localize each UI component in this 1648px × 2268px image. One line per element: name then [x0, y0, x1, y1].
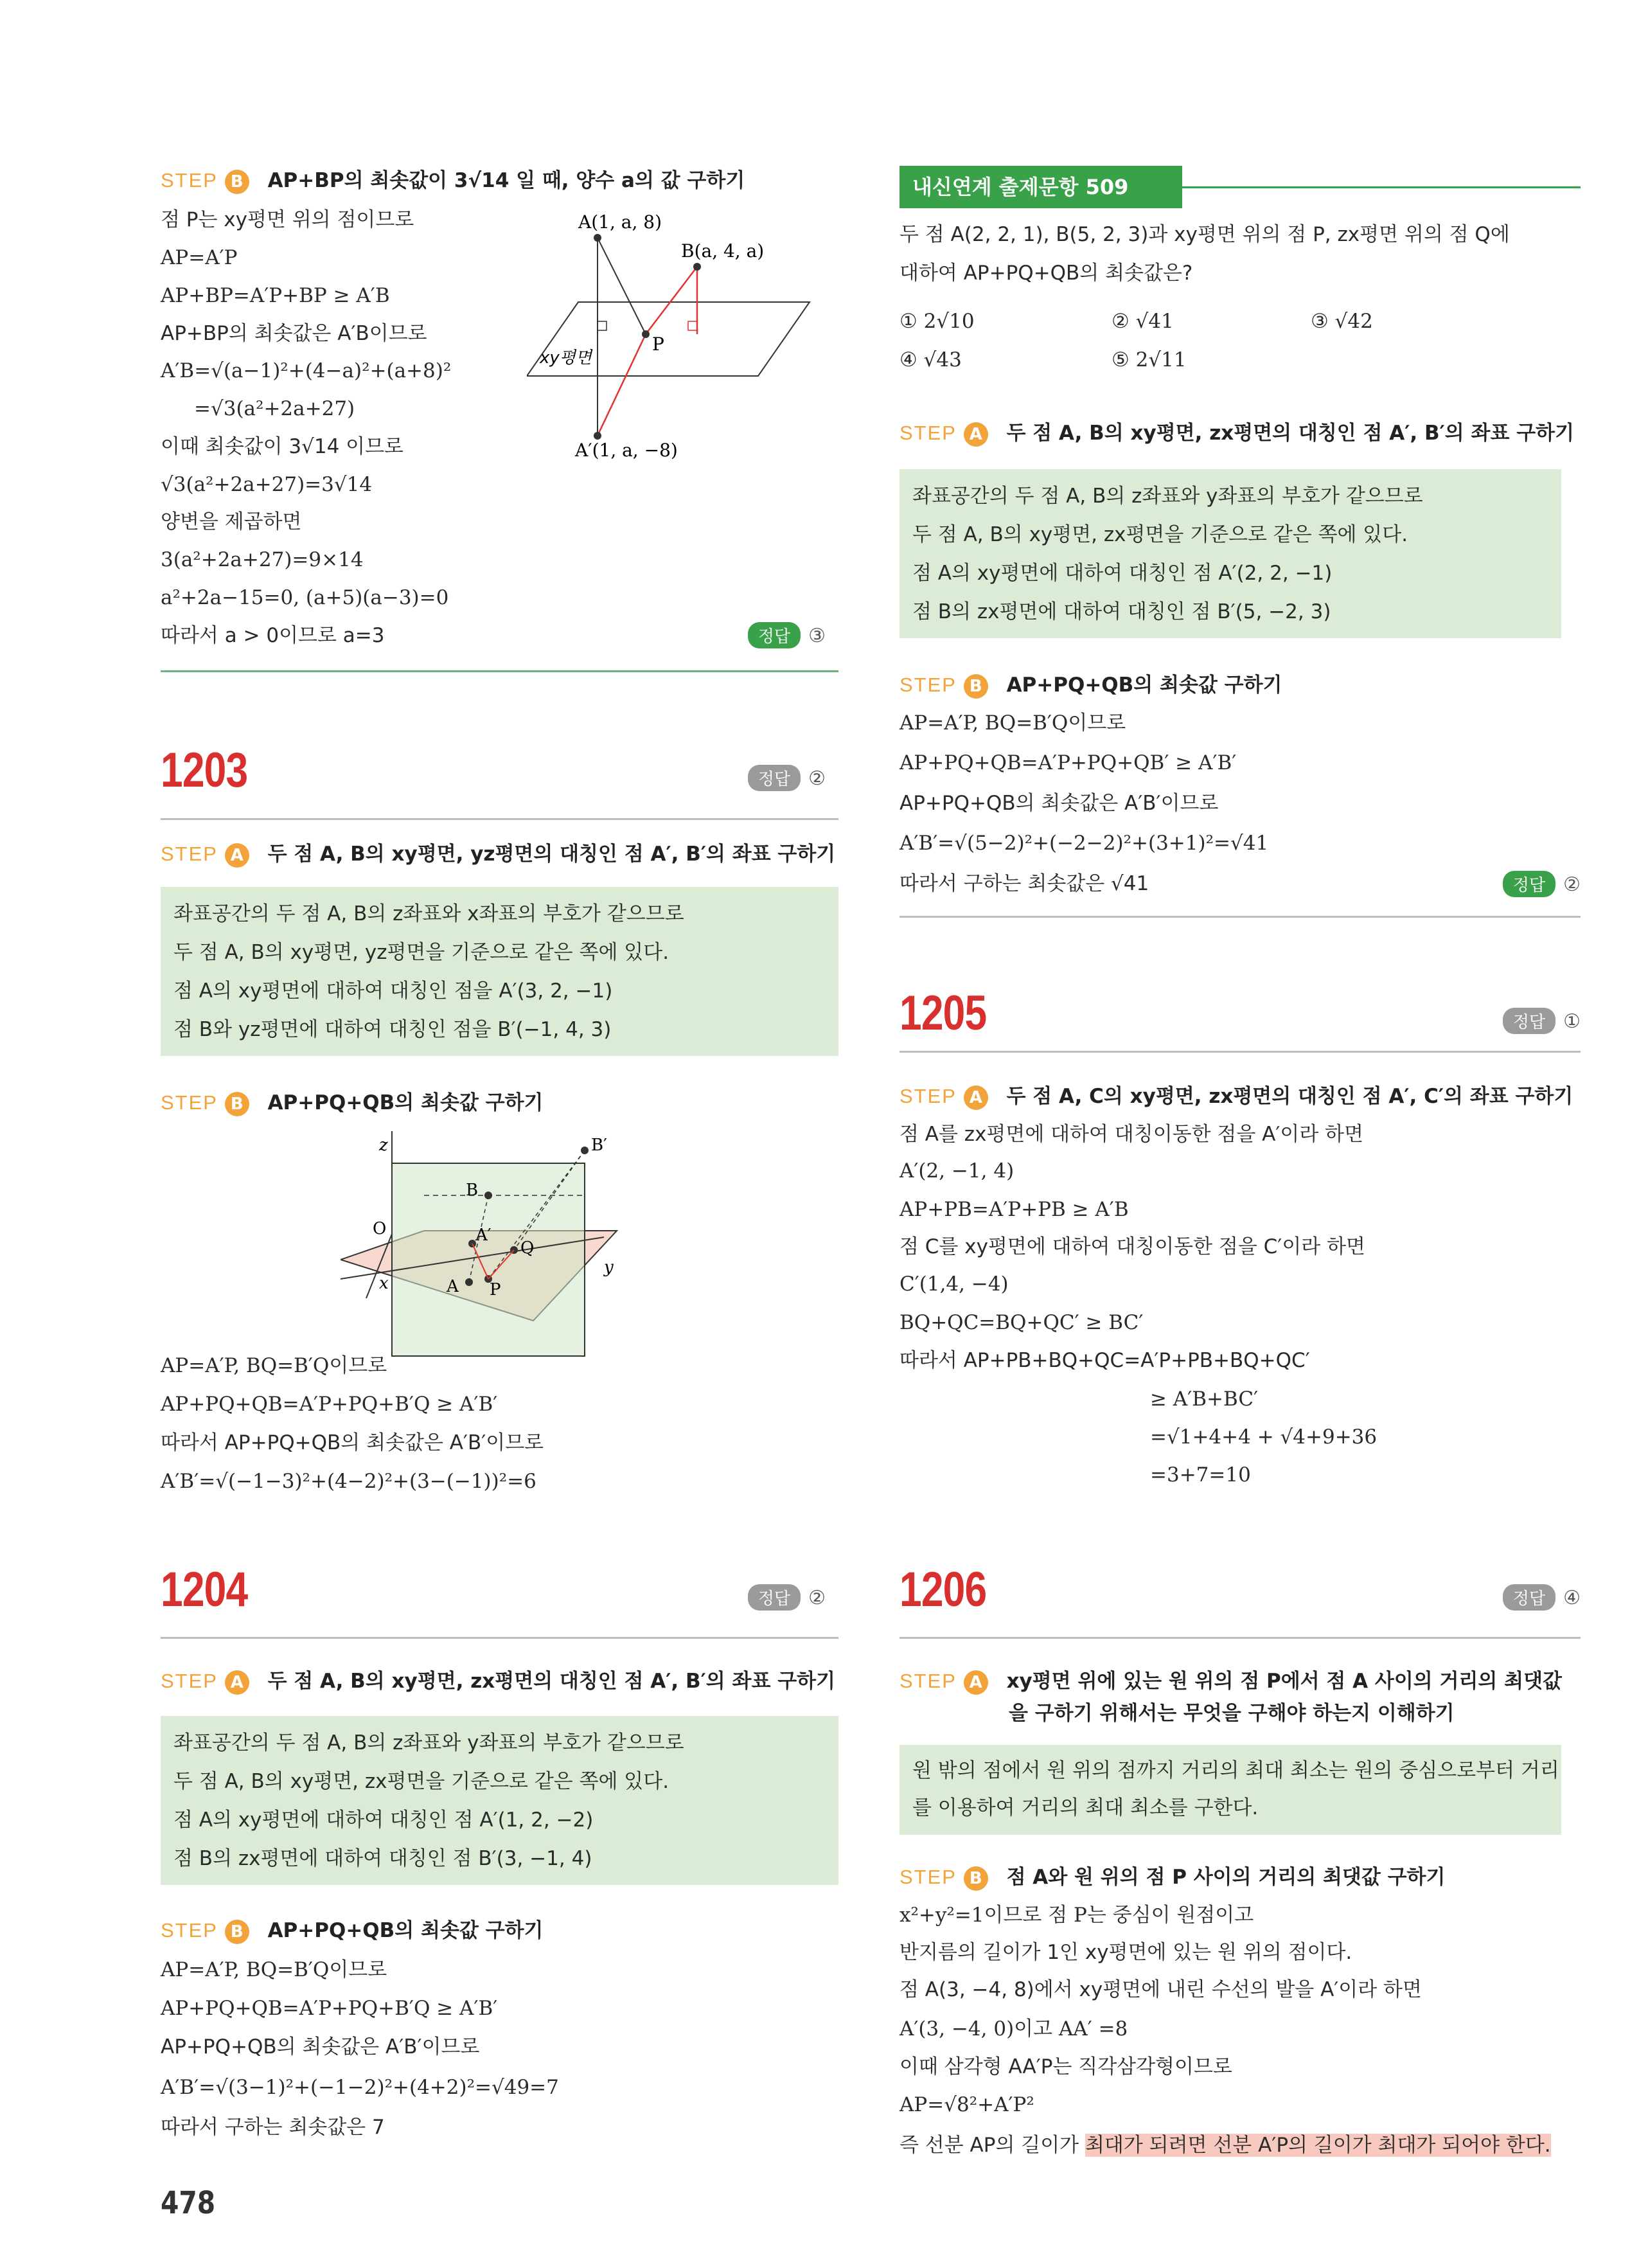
answer-marker [1503, 871, 1581, 897]
box-line: 원 밖의 점에서 원 위의 점까지 거리의 최대 최소는 원의 중심으로부터 거리 [912, 1759, 1559, 1782]
step-b-heading [899, 668, 1282, 699]
axis-x-label: x [379, 1274, 389, 1293]
point-p-label: P [652, 334, 664, 355]
step-letter-badge: B [225, 1920, 249, 1944]
step-tag: STEP [161, 1091, 218, 1114]
box-line: 점 A의 xy평면에 대하여 대칭인 점을 A′(3, 2, −1) [173, 979, 613, 1003]
solution-line: AP+PQ+QB의 최솟값은 A′B′이므로 [899, 792, 1219, 815]
point-a-prime-label: A′ [475, 1226, 492, 1245]
problem-number: 1205 [899, 986, 987, 1040]
solution-line: 따라서 a > 0이므로 a=3 [161, 624, 385, 647]
step-letter-badge: A [964, 1670, 988, 1695]
step-a-heading [161, 837, 835, 868]
step-a-heading-cont [1009, 1697, 1455, 1726]
origin-label: O [373, 1219, 387, 1238]
step-title: AP+PQ+QB의 최솟값 구하기 [267, 1091, 544, 1114]
solution-line: A′B′=√(5−2)²+(−2−2)²+(3+1)²=√41 [899, 832, 1269, 855]
question-line: 대하여 AP+PQ+QB의 최솟값은? [899, 262, 1193, 285]
step-tag: STEP [161, 843, 218, 865]
solution-line: A′(3, −4, 0)이고 AA′ =8 [899, 2017, 1128, 2040]
solution-line: AP+BP의 최솟값은 A′B이므로 [161, 322, 427, 345]
choice-1: ① 2√10 [899, 310, 975, 333]
step-tag: STEP [161, 1670, 218, 1692]
step-title-cont: 을 구하기 위해서는 무엇을 구해야 하는지 이해하기 [1009, 1702, 1455, 1725]
solution-line: A′(2, −1, 4) [899, 1159, 1014, 1183]
solution-line: 3(a²+2a+27)=9×14 [161, 548, 364, 571]
solution-line: 따라서 구하는 최솟값은 √41 [899, 872, 1149, 895]
answer-value: ④ [1563, 1587, 1581, 1609]
step-tag: STEP [899, 1866, 957, 1888]
section-divider [899, 916, 1581, 918]
point-p-label: P [490, 1280, 501, 1299]
reflection-diagram-1 [527, 206, 835, 463]
solution-line: AP=A′P [161, 246, 238, 269]
solution-line: AP+PQ+QB=A′P+PQ+B′Q ≥ A′B′ [161, 1393, 498, 1416]
step-letter-badge: A [225, 843, 249, 868]
step-a-heading [899, 1665, 1562, 1695]
solution-line: 양변을 제곱하면 [161, 510, 302, 533]
problem-banner [899, 166, 1581, 211]
solution-line: =√1+4+4 + √4+9+36 [1150, 1425, 1378, 1449]
step-title: 두 점 A, B의 xy평면, yz평면의 대칭인 점 A′, B′의 좌표 구하기 [267, 843, 836, 866]
solution-line: x²+y²=1이므로 점 P는 중심이 원점이고 [899, 1904, 1254, 1927]
box-line: 점 A의 xy평면에 대하여 대칭인 점 A′(2, 2, −1) [912, 562, 1333, 585]
step-letter-badge: A [225, 1670, 249, 1695]
problem-number: 1204 [161, 1562, 248, 1617]
highlighted-text: 최대가 되려면 선분 A′P의 길이가 최대가 되어야 한다. [1085, 2134, 1551, 2157]
answer-badge: 정답 [748, 765, 801, 791]
step-tag: STEP [899, 1085, 957, 1107]
solution-line: 이때 최솟값이 3√14 이므로 [161, 435, 403, 458]
step-title: 두 점 A, C의 xy평면, zx평면의 대칭인 점 A′, C′의 좌표 구하기 [1006, 1085, 1573, 1108]
solution-line: =√3(a²+2a+27) [194, 397, 355, 420]
solution-line: 점 C를 xy평면에 대하여 대칭이동한 점을 C′이라 하면 [899, 1235, 1365, 1258]
box-line: 좌표공간의 두 점 A, B의 z좌표와 y좌표의 부호가 같으므로 [173, 1731, 684, 1755]
section-divider [161, 1637, 838, 1639]
solution-line: AP+BP=A′P+BP ≥ A′B [161, 284, 390, 307]
point-b-label: B(a, 4, a) [681, 240, 765, 262]
answer-marker [748, 765, 826, 791]
axis-z-label: z [379, 1136, 388, 1155]
choice-5: ⑤ 2√11 [1112, 348, 1187, 371]
solution-line: 따라서 AP+PQ+QB의 최솟값은 A′B′이므로 [161, 1431, 544, 1454]
solution-line: √3(a²+2a+27)=3√14 [161, 473, 373, 496]
step-letter-badge: A [964, 422, 988, 447]
banner-rule [1182, 186, 1581, 188]
solution-line: C′(1,4, −4) [899, 1272, 1009, 1296]
step-b-heading [161, 164, 745, 194]
answer-marker [748, 1584, 826, 1611]
step-letter-badge: B [225, 170, 249, 194]
choice-3: ③ √42 [1311, 310, 1373, 333]
question-line: 두 점 A(2, 2, 1), B(5, 2, 3)과 xy평면 위의 점 P, zx평면 위의 점 Q에 [899, 223, 1510, 246]
answer-value: ② [1563, 873, 1581, 896]
section-divider [899, 1051, 1581, 1053]
step-tag: STEP [899, 1670, 957, 1692]
summary-box [899, 1745, 1561, 1835]
point-b-label: B [466, 1181, 479, 1200]
answer-badge: 정답 [748, 622, 801, 648]
step-title: xy평면 위에 있는 원 위의 점 P에서 점 A 사이의 거리의 최댓값 [1006, 1670, 1563, 1693]
solution-line: 점 P는 xy평면 위의 점이므로 [161, 208, 414, 231]
box-line: 두 점 A, B의 xy평면, yz평면을 기준으로 같은 쪽에 있다. [173, 941, 669, 964]
step-title: AP+PQ+QB의 최솟값 구하기 [1006, 674, 1282, 697]
step-a-heading [899, 416, 1574, 447]
answer-marker [748, 622, 826, 648]
summary-box [899, 469, 1561, 638]
summary-box [161, 887, 838, 1056]
choice-2: ② √41 [1112, 310, 1174, 333]
solution-line: 반지름의 길이가 1인 xy평면에 있는 원 위의 점이다. [899, 1941, 1352, 1964]
solution-line: AP+PQ+QB의 최솟값은 A′B′이므로 [161, 2035, 480, 2058]
solution-line: AP+PQ+QB=A′P+PQ+QB′ ≥ A′B′ [899, 751, 1237, 774]
step-a-heading [899, 1080, 1573, 1110]
step-title: 두 점 A, B의 xy평면, zx평면의 대칭인 점 A′, B′의 좌표 구하기 [1006, 422, 1575, 445]
solution-line: A′B′=√(−1−3)²+(4−2)²+(3−(−1))²=6 [161, 1470, 536, 1493]
box-line: 를 이용하여 거리의 최대 최소를 구한다. [912, 1796, 1259, 1819]
section-divider [899, 1637, 1581, 1639]
step-letter-badge: B [225, 1092, 249, 1116]
answer-badge: 정답 [1503, 1008, 1555, 1034]
section-divider [161, 670, 838, 672]
box-line: 점 B의 zx평면에 대하여 대칭인 점 B′(3, −1, 4) [173, 1847, 592, 1870]
step-title: 두 점 A, B의 xy평면, zx평면의 대칭인 점 A′, B′의 좌표 구하기 [267, 1670, 836, 1693]
choice-4: ④ √43 [899, 348, 962, 371]
solution-line: AP=A′P, BQ=B′Q이므로 [899, 711, 1126, 735]
solution-line: a²+2a−15=0, (a+5)(a−3)=0 [161, 586, 449, 609]
solution-line: ≥ A′B+BC′ [1150, 1388, 1259, 1411]
solution-line: AP+PB=A′P+PB ≥ A′B [899, 1198, 1129, 1221]
solution-line: AP=A′P, BQ=B′Q이므로 [161, 1354, 387, 1377]
solution-line: AP+PQ+QB=A′P+PQ+B′Q ≥ A′B′ [161, 1997, 498, 2020]
solution-line-final [899, 2132, 1551, 2158]
final-text: 즉 선분 AP의 길이가 [899, 2134, 1085, 2157]
summary-box [161, 1716, 838, 1885]
answer-badge: 정답 [1503, 1584, 1555, 1611]
point-a-label: A [447, 1277, 459, 1296]
answer-value: ③ [808, 625, 826, 647]
step-letter-badge: A [964, 1085, 988, 1110]
solution-line: 점 A를 zx평면에 대하여 대칭이동한 점을 A′이라 하면 [899, 1123, 1364, 1146]
answer-badge: 정답 [748, 1584, 801, 1611]
step-title: AP+PQ+QB의 최솟값 구하기 [267, 1919, 544, 1942]
step-title: 점 A와 원 위의 점 P 사이의 거리의 최댓값 구하기 [1006, 1866, 1446, 1889]
solution-line: A′B=√(a−1)²+(4−a)²+(a+8)² [161, 359, 452, 382]
step-title: AP+BP의 최솟값이 3√14 일 때, 양수 a의 값 구하기 [267, 169, 745, 192]
box-line: 점 A의 xy평면에 대하여 대칭인 점 A′(1, 2, −2) [173, 1808, 594, 1832]
step-letter-badge: B [964, 674, 988, 699]
answer-badge: 정답 [1503, 871, 1555, 897]
step-tag: STEP [161, 1919, 218, 1942]
box-line: 좌표공간의 두 점 A, B의 z좌표와 x좌표의 부호가 같으므로 [173, 902, 684, 925]
solution-line: AP=A′P, BQ=B′Q이므로 [161, 1958, 387, 1981]
point-q-label: Q [520, 1238, 535, 1258]
box-line: 좌표공간의 두 점 A, B의 z좌표와 y좌표의 부호가 같으므로 [912, 485, 1423, 508]
step-tag: STEP [899, 674, 957, 696]
solution-line: A′B′=√(3−1)²+(−1−2)²+(4+2)²=√49=7 [161, 2076, 559, 2099]
solution-line: 점 A(3, −4, 8)에서 xy평면에 내린 수선의 발을 A′이라 하면 [899, 1978, 1422, 2001]
box-line: 점 B의 zx평면에 대하여 대칭인 점 B′(5, −2, 3) [912, 600, 1331, 623]
answer-marker [1503, 1008, 1581, 1034]
problem-number: 1203 [161, 743, 248, 798]
section-divider [161, 818, 838, 820]
point-a-label: A(1, a, 8) [578, 211, 662, 233]
axis-y-label: y [604, 1258, 614, 1277]
answer-value: ② [808, 1587, 826, 1609]
box-line: 두 점 A, B의 xy평면, zx평면을 기준으로 같은 쪽에 있다. [173, 1770, 669, 1793]
solution-line: AP=√8²+A′P² [899, 2093, 1034, 2116]
step-a-heading [161, 1665, 835, 1695]
solution-line: 이때 삼각형 AA′P는 직각삼각형이므로 [899, 2055, 1232, 2078]
answer-value: ① [1563, 1010, 1581, 1033]
step-letter-badge: B [964, 1866, 988, 1891]
page-number: 478 [161, 2185, 216, 2221]
step-b-heading [161, 1914, 544, 1944]
solution-line: 따라서 AP+PB+BQ+QC=A′P+PB+BQ+QC′ [899, 1349, 1310, 1372]
box-line: 두 점 A, B의 xy평면, zx평면을 기준으로 같은 쪽에 있다. [912, 523, 1408, 546]
point-b-prime-label: B′ [591, 1136, 608, 1155]
solution-line: 따라서 구하는 최솟값은 7 [161, 2116, 385, 2139]
answer-marker [1503, 1584, 1581, 1611]
step-b-heading [161, 1086, 544, 1116]
box-line: 점 B와 yz평면에 대하여 대칭인 점을 B′(−1, 4, 3) [173, 1018, 612, 1041]
reflection-diagram-2 [341, 1131, 649, 1362]
problem-number: 1206 [899, 1562, 987, 1617]
point-a-prime-label: A′(1, a, −8) [575, 440, 678, 461]
plane-label: xy평면 [540, 348, 592, 368]
answer-value: ② [808, 767, 826, 790]
solution-line: =3+7=10 [1150, 1463, 1251, 1487]
step-tag: STEP [899, 422, 957, 444]
step-tag: STEP [161, 169, 218, 192]
banner-label: 내신연계 출제문항 509 [899, 166, 1182, 208]
step-b-heading [899, 1861, 1445, 1891]
solution-line: BQ+QC=BQ+QC′ ≥ BC′ [899, 1311, 1144, 1334]
